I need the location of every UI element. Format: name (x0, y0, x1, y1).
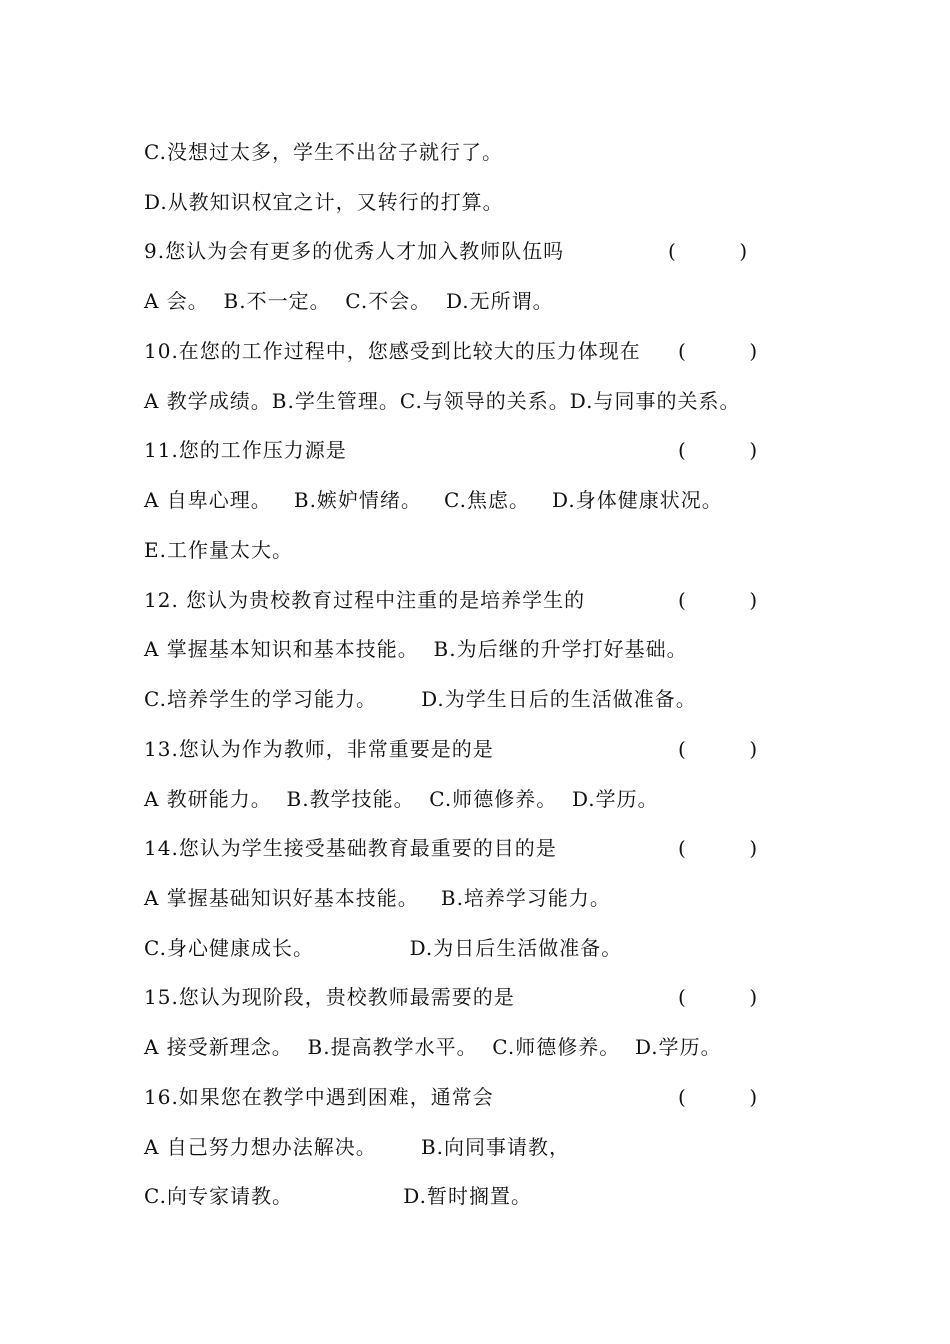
options-line: A 自卑心理。 B.嫉妒情绪。 C.焦虑。 D.身体健康状况。 (144, 488, 723, 512)
options-line: A 接受新理念。 B.提高教学水平。 C.师德修养。 D.学历。 (144, 1035, 722, 1059)
answer-blank: ( ) (678, 985, 758, 1009)
question-16: 16.如果您在教学中遇到困难，通常会 (144, 1085, 494, 1109)
options-line: A 教研能力。 B.教学技能。 C.师德修养。 D.学历。 (144, 787, 659, 811)
options-line: A 掌握基本知识和基本技能。 B.为后继的升学打好基础。 (144, 637, 688, 661)
answer-blank: ( ) (678, 438, 758, 462)
options-line: C.向专家请教。 D.暂时搁置。 (144, 1184, 532, 1208)
options-line: E.工作量太大。 (144, 538, 293, 562)
answer-blank: ( ) (678, 588, 758, 612)
question-10: 10.在您的工作过程中，您感受到比较大的压力体现在 (144, 339, 641, 363)
answer-blank: ( ) (678, 339, 758, 363)
text-line: C.没想过太多，学生不出岔子就行了。 (144, 140, 503, 164)
options-line: A 教学成绩。B.学生管理。C.与领导的关系。D.与同事的关系。 (144, 389, 741, 413)
answer-blank: ( ) (678, 737, 758, 761)
answer-blank: ( ) (678, 1085, 758, 1109)
question-9: 9.您认为会有更多的优秀人才加入教师队伍吗 (144, 239, 565, 263)
question-12: 12. 您认为贵校教育过程中注重的是培养学生的 (144, 588, 586, 612)
options-line: C.身心健康成长。 D.为日后生活做准备。 (144, 936, 623, 960)
question-15: 15.您认为现阶段，贵校教师最需要的是 (144, 985, 515, 1009)
options-line: A 会。 B.不一定。 C.不会。 D.无所谓。 (144, 289, 554, 313)
question-13: 13.您认为作为教师，非常重要是的是 (144, 737, 494, 761)
options-line: A 掌握基础知识好基本技能。 B.培养学习能力。 (144, 886, 611, 910)
question-14: 14.您认为学生接受基础教育最重要的目的是 (144, 836, 557, 860)
answer-blank: ( ) (678, 836, 758, 860)
options-line: A 自己努力想办法解决。 B.向同事请教， (144, 1135, 570, 1159)
question-11: 11.您的工作压力源是 (144, 438, 347, 462)
options-line: C.培养学生的学习能力。 D.为学生日后的生活做准备。 (144, 687, 697, 711)
answer-blank: ( ) (668, 239, 748, 263)
text-line: D.从教知识权宜之计，又转行的打算。 (144, 190, 504, 214)
